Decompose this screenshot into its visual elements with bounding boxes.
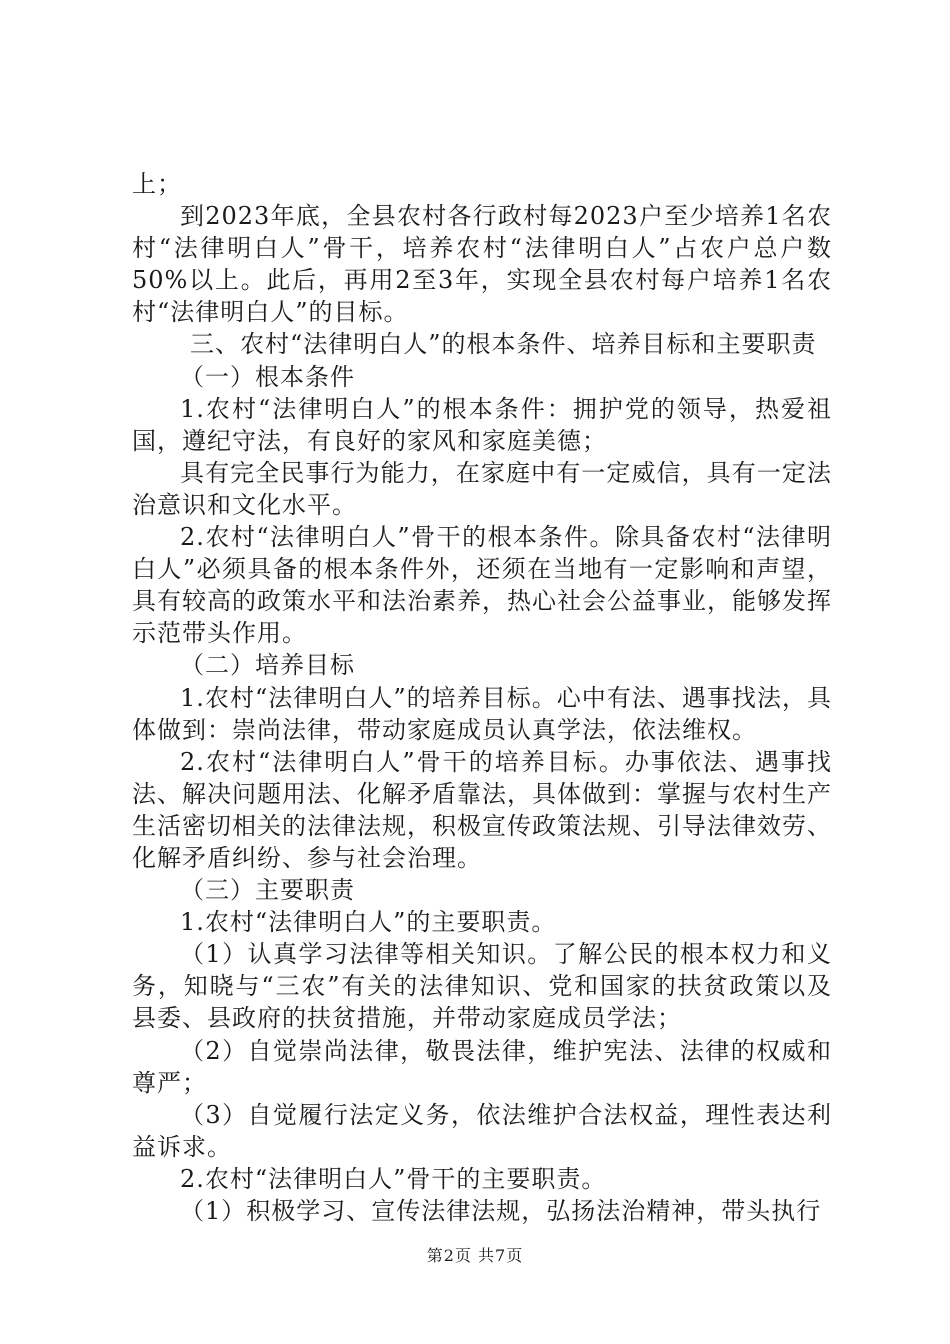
document-body — [132, 168, 832, 1227]
subheading-training-goals: （二）培养目标 — [180, 651, 355, 680]
paragraph-duty-1-item-3: （3）自觉履行法定义务，依法维护合法权益，理性表达利益诉求。 — [132, 1100, 832, 1161]
paragraph-duty-1-item-2: （2）自觉崇尚法律，敬畏法律，维护宪法、法律的权威和尊严； — [132, 1036, 832, 1097]
paragraph-duty-2-item-1: （1）积极学习、宣传法律法规，弘扬法治精神，带头执行 — [180, 1197, 822, 1225]
paragraph-condition-1-cont: 具有完全民事行为能力，在家庭中有一定威信，具有一定法治意识和文化水平。 — [132, 458, 832, 519]
paragraph-target-2023: 到2023年底，全县农村各行政村每2023户至少培养1名农村“法律明白人”骨干，培养农村“法律明白人”占农户总户数50%以上。此后，再用2至3年，实现全县农村每户培养1名农村“法律明白人”的目标。 — [132, 202, 832, 327]
subheading-basic-conditions: （一）根本条件 — [180, 362, 355, 391]
paragraph-duty-1-item-1: （1）认真学习法律等相关知识。了解公民的根本权力和义务，知晓与“三农”有关的法律知识、党和国家的扶贫政策以及县委、县政府的扶贫措施，并带动家庭成员学法； — [132, 940, 832, 1033]
page-number-footer: 第2页 共7页 — [426, 1246, 524, 1265]
paragraph-goal-1: 1.农村“法律明白人”的培养目标。心中有法、遇事找法，具体做到：崇尚法律，带动家庭成员认真学法，依法维权。 — [132, 683, 832, 744]
paragraph-goal-2: 2.农村“法律明白人”骨干的培养目标。办事依法、遇事找法、解决问题用法、化解矛盾靠法，具体做到：掌握与农村生产生活密切相关的法律法规，积极宣传政策法规、引导法律效劳、化解矛盾纠纷、参与社会治理。 — [132, 747, 832, 872]
subheading-main-duties: （三）主要职责 — [180, 876, 355, 905]
paragraph-condition-2: 2.农村“法律明白人”骨干的根本条件。除具备农村“法律明白人”必须具备的根本条件外，还须在当地有一定影响和声望，具有较高的政策水平和法治素养，热心社会公益事业，能够发挥示范带头作用。 — [132, 523, 832, 648]
section-heading-three: 三、农村“法律明白人”的根本条件、培养目标和主要职责 — [190, 330, 817, 359]
paragraph-duty-1: 1.农村“法律明白人”的主要职责。 — [180, 908, 557, 937]
paragraph-condition-1: 1.农村“法律明白人”的根本条件：拥护党的领导，热爱祖国，遵纪守法，有良好的家风和家庭美德； — [132, 394, 832, 455]
paragraph-continuation: 上； — [132, 170, 182, 198]
paragraph-duty-2: 2.农村“法律明白人”骨干的主要职责。 — [180, 1164, 607, 1193]
